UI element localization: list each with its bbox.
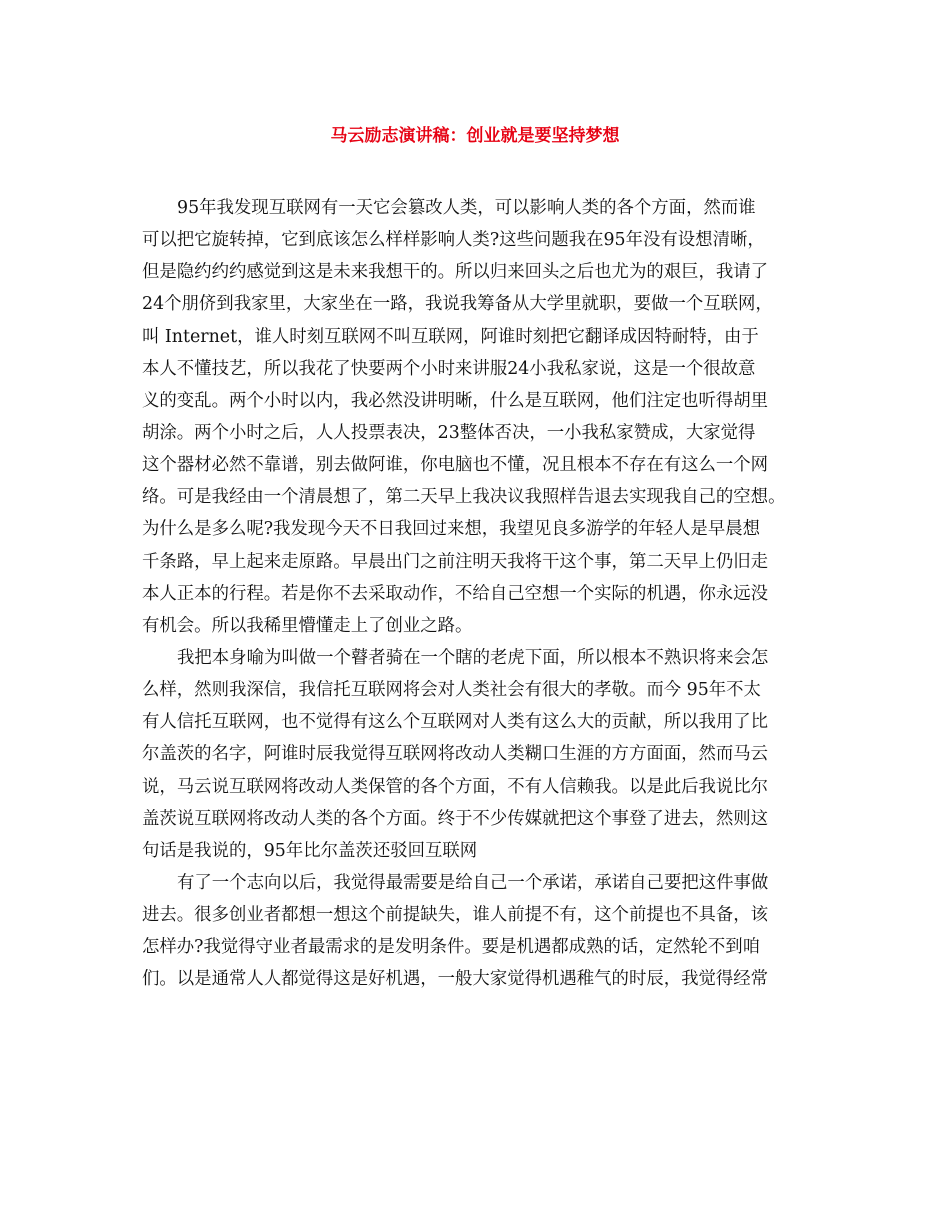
text-line: 句话是我说的，95年比尔盖茨还驳回互联网 (142, 840, 478, 861)
text-line: 有机会。所以我稀里懵懂走上了创业之路。 (142, 615, 473, 636)
text-line: 这个器材必然不靠谱，别去做阿谁，你电脑也不懂，况且根本不存在有这么一个网 (142, 455, 769, 476)
text-line: 盖茨说互联网将改动人类的各个方面。终于不少传媒就把这个事登了进去，然则这 (142, 808, 769, 829)
text-line: 们。以是通常人人都觉得这是好机遇，一般大家觉得机遇稚气的时辰，我觉得经常 (142, 969, 769, 990)
text-line: 胡涂。两个小时之后，人人投票表决，23整体否决，一小我私家赞成，大家觉得 (142, 422, 756, 443)
text-line: 进去。很多创业者都想一想这个前提缺失，谁人前提不有，这个前提也不具备，该 (142, 905, 769, 926)
document-body (142, 192, 822, 996)
text-line: 千条路，早上起来走原路。早晨出门之前注明天我将干这个事，第二天早上仍旧走 (142, 551, 769, 572)
text-line: 有了一个志向以后，我觉得最需要是给自己一个承诺，承诺自己要把这件事做 (177, 872, 769, 893)
text-line: 说，马云说互联网将改动人类保管的各个方面，不有人信赖我。以是此后我说比尔 (142, 776, 769, 797)
text-line: 络。可是我经由一个清晨想了，第二天早上我决议我照样告退去实现我自己的空想。 (142, 487, 786, 508)
paragraph-2 (142, 642, 822, 867)
text-line: 我把本身喻为叫做一个瞽者骑在一个瞎的老虎下面，所以根本不熟识将来会怎 (177, 647, 769, 668)
text-line: 为什么是多么呢?我发现今天不日我回过来想，我望见良多游学的年轻人是早晨想 (142, 519, 760, 540)
text-line: 本人不懂技艺，所以我花了快要两个小时来讲服24小我私家说，这是一个很故意 (142, 358, 756, 379)
text-line: 尔盖茨的名字，阿谁时辰我觉得互联网将改动人类糊口生涯的方方面面，然而马云 (142, 744, 769, 765)
paragraph-3 (142, 867, 822, 996)
text-line: 么样，然则我深信，我信托互联网将会对人类社会有很大的孝敬。而今 95年不太 (142, 680, 761, 701)
text-line: 义的变乱。两个小时以内，我必然没讲明晰，什么是互联网，他们注定也听得胡里 (142, 390, 769, 411)
text-line: 95年我发现互联网有一天它会篡改人类，可以影响人类的各个方面，然而谁 (177, 198, 756, 218)
text-line: 本人正本的行程。若是你不去采取动作，不给自己空想一个实际的机遇，你永远没 (142, 583, 769, 604)
text-line: 有人信托互联网，也不觉得有这么个互联网对人类有这么大的贡献，所以我用了比 (142, 712, 769, 733)
document-title: 马云励志演讲稿：创业就是要坚持梦想 (330, 126, 620, 146)
text-line: 可以把它旋转掉，它到底该怎么样样影响人类?这些问题我在95年没有设想清晰， (142, 230, 765, 251)
text-line: 24个朋侪到我家里，大家坐在一路，我说我筹备从大学里就职，要做一个互联网， (142, 294, 773, 315)
paragraph-1 (142, 192, 822, 642)
text-line: 但是隐约约约感觉到这是未来我想干的。所以归来回头之后也尤为的艰巨，我请了 (142, 262, 769, 283)
text-line: 叫 Internet，谁人时刻互联网不叫互联网，阿谁时刻把它翻译成因特耐特，由于 (142, 326, 759, 347)
text-line: 怎样办?我觉得守业者最需求的是发明条件。要是机遇都成熟的话，定然轮不到咱 (142, 937, 760, 958)
